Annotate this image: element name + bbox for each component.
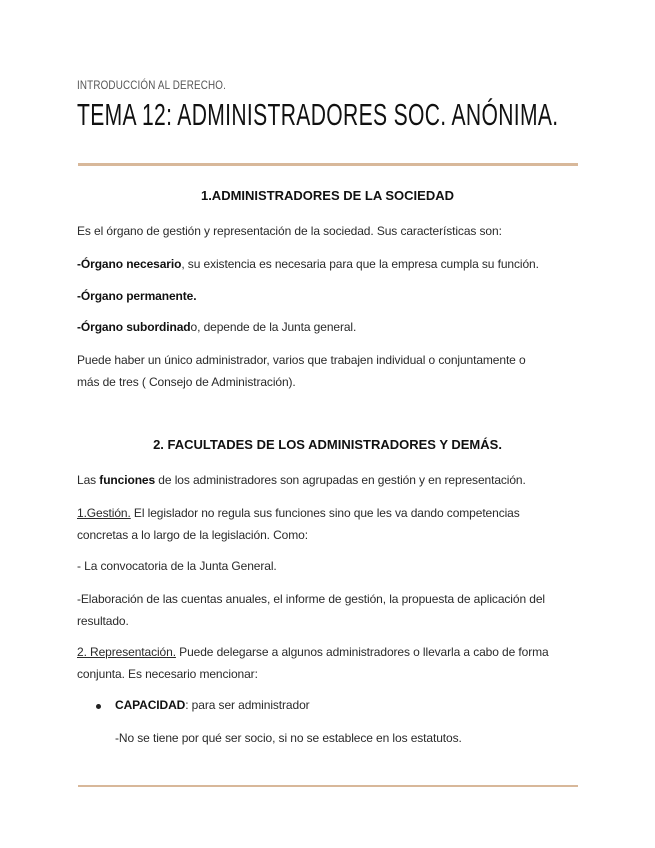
socio-line: -No se tiene por qué ser socio, si no se establece en los estatutos. <box>115 731 462 745</box>
top-divider <box>78 163 578 166</box>
admin-count-line-1: Puede haber un único administrador, varios que trabajen individual o conjuntamente o <box>77 353 526 367</box>
convocatoria-item: - La convocatoria de la Junta General. <box>77 559 277 573</box>
item-organo-necesario <box>77 253 567 275</box>
funciones-bold: funciones <box>99 473 156 487</box>
representacion-text: Puede delegarse a algunos administradores o llevarla a cabo de forma <box>175 645 549 659</box>
funciones-pre: Las <box>77 473 100 487</box>
elaboracion-line-2: resultado. <box>77 614 129 628</box>
bottom-divider <box>78 785 578 787</box>
item-organo-permanente <box>77 285 567 307</box>
capacidad-text: : para ser administrador <box>185 698 310 712</box>
item-organo-subordinado <box>77 316 567 338</box>
funciones-paragraph <box>77 469 567 491</box>
section-1-intro: Es el órgano de gestión y representación de la sociedad. Sus características son: <box>77 224 502 238</box>
gestion-line-2: concretas a lo largo de la legislación. Como: <box>77 528 308 542</box>
gestion-line-1 <box>77 502 567 524</box>
item-organo-subordinado-text: o, depende de la Junta general. <box>190 320 357 334</box>
representacion-line-1 <box>77 641 567 663</box>
item-organo-permanente-bold: -Órgano permanente. <box>77 289 197 303</box>
page-title: TEMA 12: ADMINISTRADORES SOC. ANÓNIMA. <box>77 97 559 132</box>
funciones-post: de los administradores son agrupadas en gestión y en representación. <box>155 473 526 487</box>
elaboracion-line-1: -Elaboración de las cuentas anuales, el informe de gestión, la propuesta de aplicación del <box>77 592 545 606</box>
section-1-heading: 1.ADMINISTRADORES DE LA SOCIEDAD <box>200 188 455 203</box>
item-organo-necesario-bold: -Órgano necesario <box>77 257 182 271</box>
item-organo-necesario-text: , su existencia es necesaria para que la empresa cumpla su función. <box>181 257 539 271</box>
representacion-line-2: conjunta. Es necesario mencionar: <box>77 667 258 681</box>
gestion-label: 1.Gestión. <box>77 506 131 520</box>
bullet-icon <box>96 704 101 709</box>
item-organo-subordinado-bold: -Órgano subordinad <box>77 320 191 334</box>
course-subtitle: INTRODUCCIÓN AL DERECHO. <box>77 78 227 92</box>
representacion-label: 2. Representación. <box>77 645 176 659</box>
admin-count-line-2: más de tres ( Consejo de Administración). <box>77 375 296 389</box>
capacidad-bold: CAPACIDAD <box>115 698 186 712</box>
section-2-heading: 2. FACULTADES DE LOS ADMINISTRADORES Y DEMÁS. <box>153 437 502 452</box>
gestion-text: El legislador no regula sus funciones sino que les va dando competencias <box>130 506 520 520</box>
capacidad-item <box>115 694 555 716</box>
